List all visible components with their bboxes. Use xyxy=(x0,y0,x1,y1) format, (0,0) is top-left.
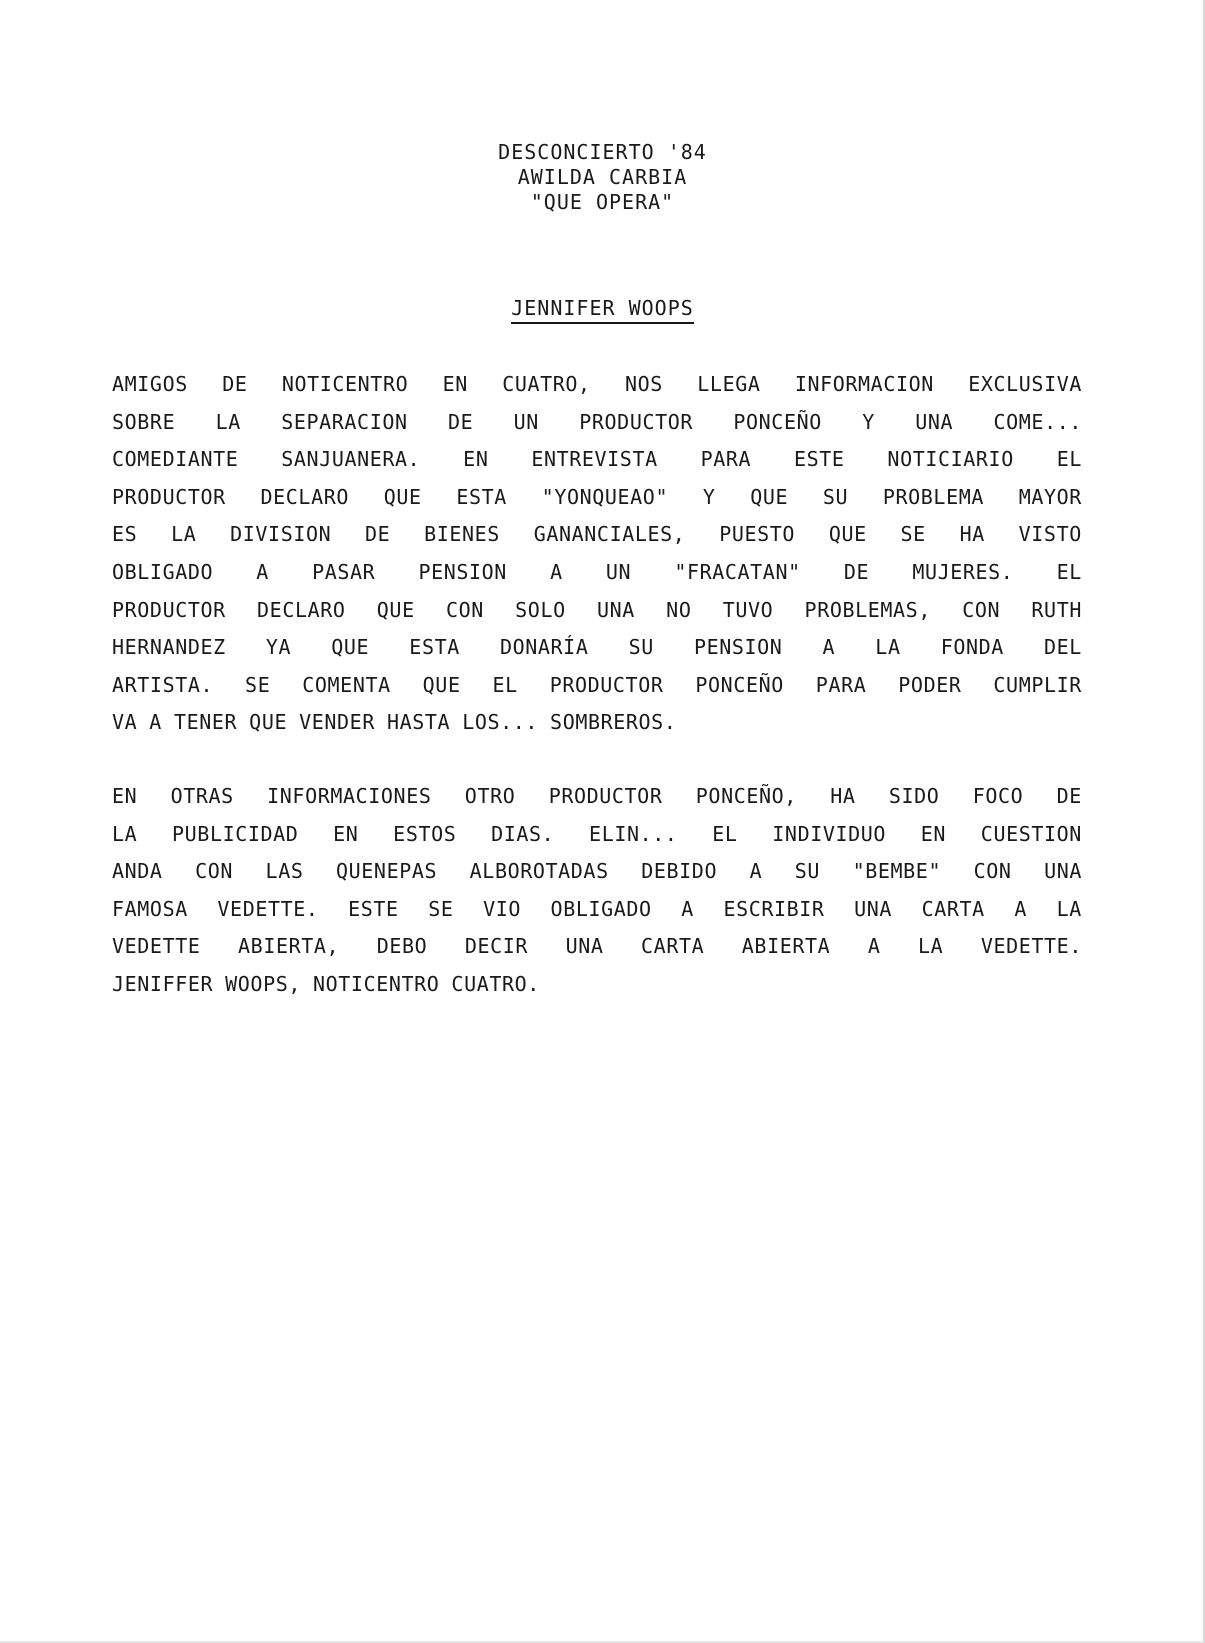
paragraph-2 xyxy=(112,778,1082,1004)
text-line: COMEDIANTE SANJUANERA. EN ENTREVISTA PARA ESTE NOTICIARIO EL xyxy=(112,447,1082,472)
header-piece-title: "QUE OPERA" xyxy=(530,190,675,214)
text-line: HERNANDEZ YA QUE ESTA DONARÍA SU PENSION A LA FONDA DEL xyxy=(112,635,1082,660)
text-line: OBLIGADO A PASAR PENSION A UN "FRACATAN" DE MUJERES. EL xyxy=(112,559,1082,584)
text-line: AMIGOS DE NOTICENTRO EN CUATRO, NOS LLEGA INFORMACION EXCLUSIVA xyxy=(112,372,1082,396)
text-line: JENIFFER WOOPS, NOTICENTRO CUATRO. xyxy=(112,971,540,996)
text-line: VA A TENER QUE VENDER HASTA LOS... SOMBREROS. xyxy=(112,710,677,735)
text-line: SOBRE LA SEPARACION DE UN PRODUCTOR PONCEÑO Y UNA COME... xyxy=(112,409,1082,434)
text-line: LA PUBLICIDAD EN ESTOS DIAS. ELIN... EL INDIVIDUO EN CUESTION xyxy=(112,821,1082,846)
text-line: ES LA DIVISION DE BIENES GANANCIALES, PUESTO QUE SE HA VISTO xyxy=(112,522,1082,547)
text-line: PRODUCTOR DECLARO QUE ESTA "YONQUEAO" Y QUE SU PROBLEMA MAYOR xyxy=(112,484,1082,509)
text-line: ARTISTA. SE COMENTA QUE EL PRODUCTOR PONCEÑO PARA PODER CUMPLIR xyxy=(112,672,1082,697)
byline xyxy=(0,296,1205,324)
header-author: AWILDA CARBIA xyxy=(517,165,688,189)
text-line: ANDA CON LAS QUENEPAS ALBOROTADAS DEBIDO A SU "BEMBE" CON UNA xyxy=(112,859,1082,884)
text-line: FAMOSA VEDETTE. ESTE SE VIO OBLIGADO A ESCRIBIR UNA CARTA A LA xyxy=(112,896,1082,921)
header-title: DESCONCIERTO '84 xyxy=(498,140,707,164)
text-line: PRODUCTOR DECLARO QUE CON SOLO UNA NO TUVO PROBLEMAS, CON RUTH xyxy=(112,597,1082,622)
document-header xyxy=(0,140,1205,215)
text-line: VEDETTE ABIERTA, DEBO DECIR UNA CARTA ABIERTA A LA VEDETTE. xyxy=(112,934,1082,959)
byline-name: JENNIFER WOOPS xyxy=(511,296,694,324)
text-line: EN OTRAS INFORMACIONES OTRO PRODUCTOR PONCEÑO, HA SIDO FOCO DE xyxy=(112,784,1082,808)
paragraph-1 xyxy=(112,366,1082,742)
